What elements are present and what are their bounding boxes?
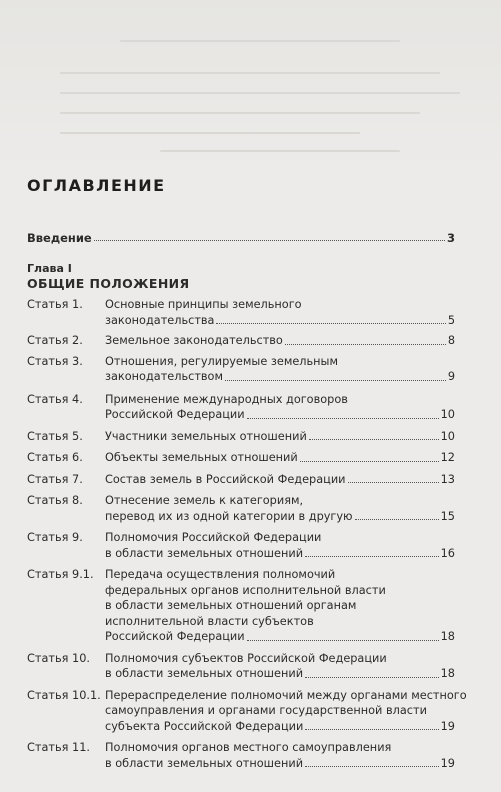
entry-body xyxy=(105,651,455,682)
page-number: 16 xyxy=(440,546,455,560)
toc-entry xyxy=(27,333,455,349)
page-number: 12 xyxy=(440,451,455,464)
entry-body xyxy=(105,688,467,735)
article-number: Статья 5. xyxy=(27,429,83,443)
page-number: 8 xyxy=(447,334,455,347)
dot-leader xyxy=(247,417,439,419)
toc-entry xyxy=(27,651,455,682)
chapter-title: ОБЩИЕ ПОЛОЖЕНИЯ xyxy=(27,276,190,291)
entry-title-line: Полномочия органов местного самоуправления xyxy=(105,741,392,754)
dot-leader xyxy=(285,343,446,345)
entry-body xyxy=(105,530,455,561)
entry-title-last-line: Участники земельных отношений xyxy=(105,429,307,443)
entry-title-line: Перераспределение полномочий между органами местного xyxy=(105,688,467,702)
entry-title-last-line: законодательства xyxy=(105,313,215,327)
toc-entry xyxy=(27,297,455,328)
page-number: 19 xyxy=(440,756,455,770)
dot-leader xyxy=(305,765,439,767)
page-number: 10 xyxy=(440,408,455,421)
entry-title-last-line: Российской Федерации xyxy=(105,630,245,643)
dot-leader xyxy=(309,438,439,440)
entry-body xyxy=(105,392,455,423)
entry-title-line: Основные принципы земельного xyxy=(105,298,302,311)
dot-leader xyxy=(225,379,446,381)
toc-entry xyxy=(27,493,455,524)
article-number: Статья 10. xyxy=(27,651,90,665)
page-number: 19 xyxy=(440,719,455,733)
entry-body xyxy=(105,472,455,488)
page-number: 13 xyxy=(440,472,455,486)
article-number: Статья 6. xyxy=(27,451,83,464)
entry-body xyxy=(105,493,455,524)
entry-title-last-line: в области земельных отношений xyxy=(105,756,304,770)
dot-leader xyxy=(305,728,438,730)
entry-body xyxy=(105,297,455,328)
entry-body xyxy=(105,429,455,445)
article-number: Статья 7. xyxy=(27,472,83,486)
toc-list xyxy=(27,297,467,777)
dot-leader xyxy=(348,481,439,483)
entry-title-last-line: Состав земель в Российской Федерации xyxy=(105,472,346,486)
page-number: 18 xyxy=(440,630,455,643)
article-number: Статья 2. xyxy=(27,334,83,347)
article-number: Статья 9. xyxy=(27,531,83,544)
entry-title-line: самоуправления и органами государственной власти xyxy=(105,704,427,717)
toc-entry xyxy=(27,688,467,735)
toc-entry xyxy=(27,530,455,561)
article-number: Статья 8. xyxy=(27,494,83,507)
page-number: 10 xyxy=(440,429,455,443)
article-number: Статья 10.1. xyxy=(27,688,101,702)
entry-title-last-line: Объекты земельных отношений xyxy=(105,451,298,464)
page-number: 18 xyxy=(440,667,455,680)
intro-page: 3 xyxy=(446,231,455,245)
page-title: ОГЛАВЛЕНИЕ xyxy=(27,176,166,195)
entry-title-last-line: Российской Федерации xyxy=(105,408,245,421)
entry-title-last-line: перевод их из одной категории в другую xyxy=(105,509,353,523)
dot-leader xyxy=(216,322,445,324)
entry-title-line: Передача осуществления полномочий xyxy=(105,568,336,581)
toc-entry xyxy=(27,472,455,488)
page-number: 15 xyxy=(440,509,455,523)
article-number: Статья 9.1. xyxy=(27,568,94,581)
dot-leader xyxy=(300,460,439,462)
entry-title-line: Применение международных договоров xyxy=(105,392,348,406)
toc-intro-row xyxy=(27,229,455,245)
toc-entry xyxy=(27,392,455,423)
dot-leader xyxy=(305,555,439,557)
dot-leader xyxy=(355,518,439,520)
article-number: Статья 11. xyxy=(27,741,90,754)
entry-title-last-line: в области земельных отношений xyxy=(105,667,304,680)
dot-leader xyxy=(305,676,439,678)
entry-body xyxy=(105,740,455,771)
toc-entry xyxy=(27,740,455,771)
toc-entry xyxy=(27,429,455,445)
entry-body xyxy=(105,333,455,349)
toc-entry xyxy=(27,354,455,385)
entry-title-line: Полномочия субъектов Российской Федерации xyxy=(105,651,387,665)
article-number: Статья 3. xyxy=(27,354,83,368)
toc-entry xyxy=(27,450,455,466)
toc-entry xyxy=(27,567,455,645)
entry-title-last-line: в области земельных отношений xyxy=(105,546,304,560)
entry-title-last-line: субъекта Российской Федерации xyxy=(105,719,304,733)
entry-title-last-line: законодательством xyxy=(105,370,223,383)
article-number: Статья 4. xyxy=(27,392,83,406)
chapter-label: Глава I xyxy=(27,262,72,275)
entry-title-line: исполнительной власти субъектов xyxy=(105,614,314,628)
bleed-through-area xyxy=(0,0,501,170)
dot-leader xyxy=(247,639,439,641)
entry-title-line: Полномочия Российской Федерации xyxy=(105,531,322,544)
entry-title-last-line: Земельное законодательство xyxy=(105,334,283,347)
dot-leader xyxy=(94,239,445,241)
entry-title-line: федеральных органов исполнительной власти xyxy=(105,583,386,597)
intro-label: Введение xyxy=(27,231,92,245)
entry-body xyxy=(105,450,455,466)
entry-title-line: Отнесение земель к категориям, xyxy=(105,494,304,507)
entry-title-line: в области земельных отношений органам xyxy=(105,599,357,612)
entry-title-line: Отношения, регулируемые земельным xyxy=(105,354,338,368)
page-number: 5 xyxy=(447,313,455,327)
article-number: Статья 1. xyxy=(27,298,83,311)
entry-body xyxy=(105,354,455,385)
entry-body xyxy=(105,567,455,645)
page-number: 9 xyxy=(447,370,455,383)
